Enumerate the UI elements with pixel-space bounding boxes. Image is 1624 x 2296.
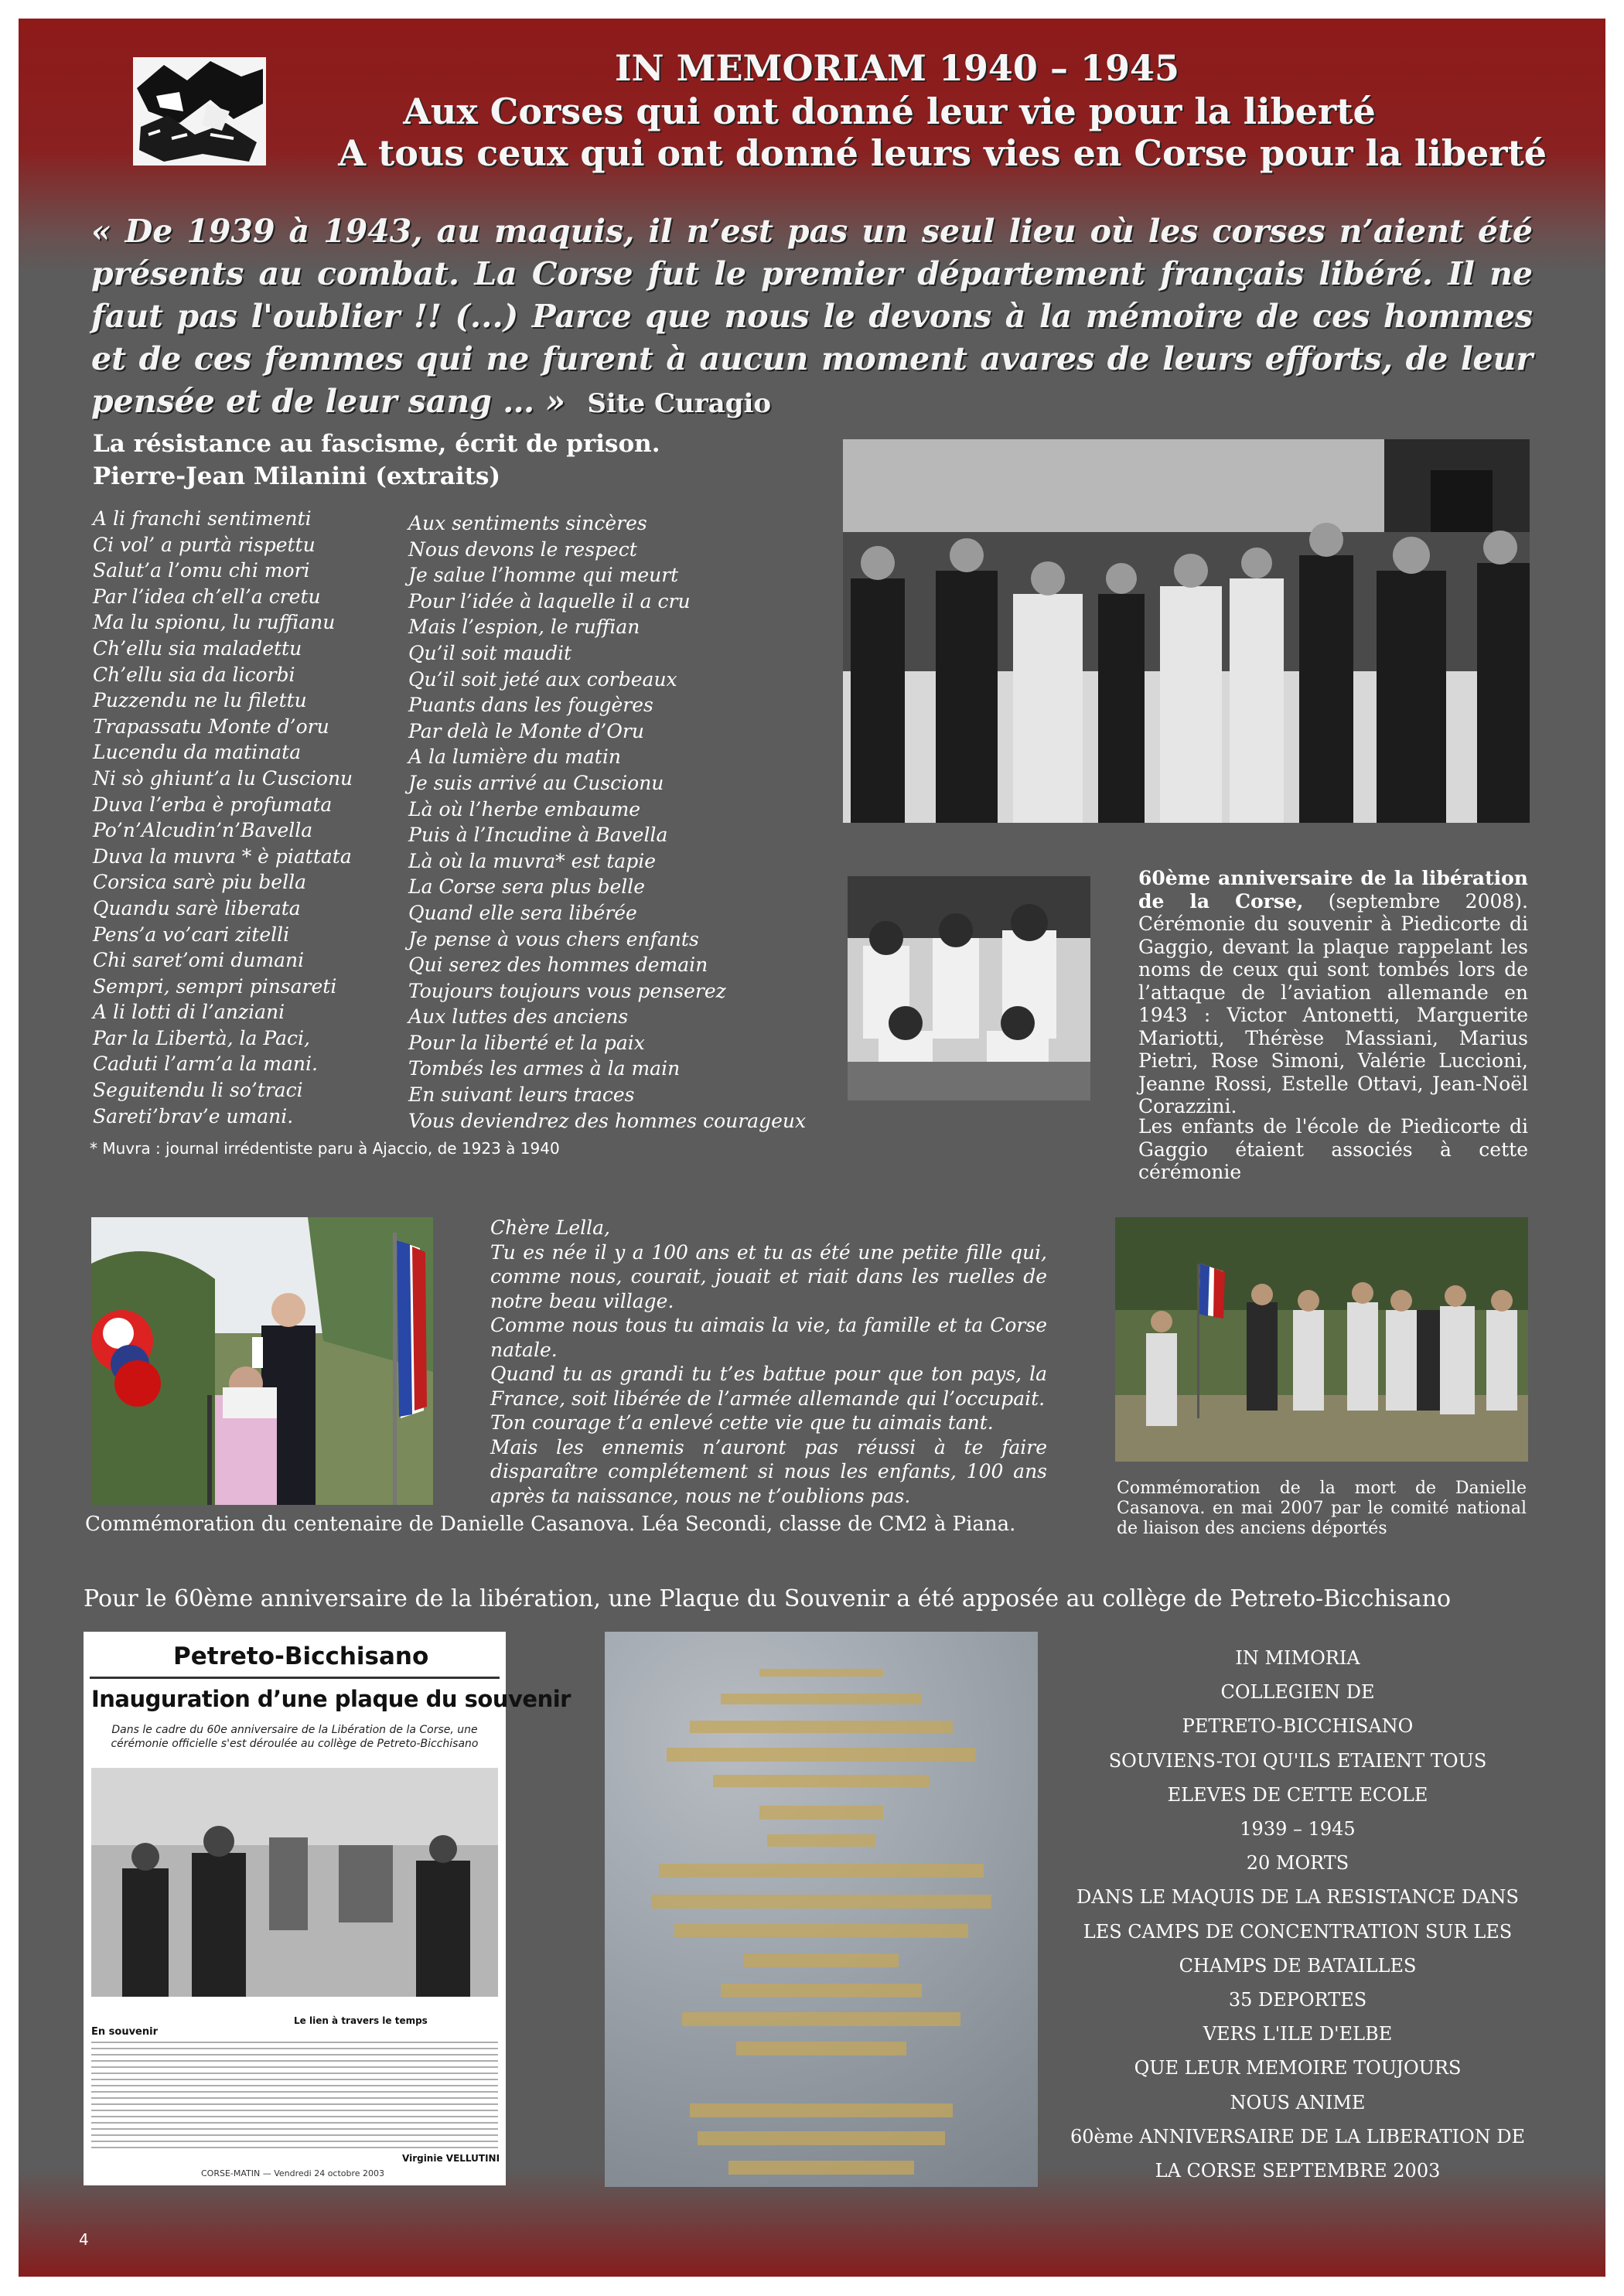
marble-plaque-photo [605,1632,1038,2187]
poem-french-line: Vous deviendrez des hommes courageux [408,1109,807,1132]
newspaper-lede: Dans le cadre du 60e anniversaire de la Libération de la Corse, une cérémonie officielle s'est déroulée au collège de Petreto-Bicchisano [111,1724,479,1750]
poem-french-line: Là où l’herbe embaume [408,797,641,820]
poem-french-line: Aux sentiments sincères [408,512,647,534]
letter-line: Mais les ennemis n’auront pas réussi à te faire disparaître complétement si nous les enfants, 100 ans après ta naissance, nous ne t’oublions pas. [490,1435,1047,1507]
letter-line: Quand tu as grandi tu t’es battue pour que ton pays, la France, soit libérée de l’armée allemande qui l’occupait. [490,1363,1047,1410]
plaque-line: PETRETO-BICCHISANO [1182,1715,1414,1738]
letter-line: Comme nous tous tu aimais la vie, ta famille et ta Corse natale. [490,1314,1047,1361]
poem-corsican-line: Ch’ellu sia da licorbi [93,663,295,686]
newspaper-photo [91,1768,498,1997]
poem-french-line: Pour la liberté et la paix [408,1031,645,1054]
poem-heading: La résistance au fascisme, écrit de prison. [93,430,660,458]
letter-line: Chère Lella, [490,1216,610,1239]
poem-corsican-line: Caduti l’arm’a la mani. [93,1052,318,1076]
newspaper-author: Virginie VELLUTINI [402,2153,500,2164]
newspaper-subsection: Le lien à travers le temps [294,2015,428,2026]
letter-line: Tu es née il y a 100 ans et tu as été une petite fille qui, comme nous, courait, jouait et riait dans les ruelles de notre beau village. [490,1240,1047,1312]
poem-author: Pierre-Jean Milanini (extraits) [93,462,501,490]
plaque-line: IN MIMORIA [1235,1647,1360,1669]
poem-corsican-line: Lucendu da matinata [93,741,302,764]
poem-french-line: Mais l’espion, le ruffian [408,616,640,639]
poem-french-line: Quand elle sera libérée [408,901,637,924]
children-photo [848,876,1090,1100]
anniversary-caption-bold: 60ème anniversaire de la libération de la Corse, [1138,867,1528,913]
plaque-line: CHAMPS DE BATAILLES [1179,1954,1417,1977]
poem-corsican-line: Seguitendu li so’traci [93,1079,303,1102]
plaque-line: DANS LE MAQUIS DE LA RESISTANCE DANS [1076,1886,1519,1909]
plaque-intro: Pour le 60ème anniversaire de la libération, une Plaque du Souvenir a été apposée au collège de Petreto-Bicchisano [84,1585,1452,1612]
plaque-line: QUE LEUR MEMOIRE TOUJOURS [1134,2057,1462,2079]
poem-french-line: En suivant leurs traces [408,1083,635,1107]
poem-corsican-line: Pens’a vo’cari zitelli [93,923,290,946]
plaque-line: LES CAMPS DE CONCENTRATION SUR LES [1083,1920,1513,1943]
plaque-transcription [1066,1641,1530,2188]
centenary-photo [91,1217,433,1505]
poem-french-line: Puis à l’Incudine à Bavella [408,824,668,847]
poem-corsican-line: Salut’a l’omu chi mori [93,559,310,582]
poem-french-line: Qu’il soit maudit [408,641,572,664]
poem-french-line: Là où la muvra* est tapie [408,849,656,872]
poem-corsican-line: Corsica sarè piu bella [93,871,306,894]
poem-corsican-line: Puzzendu ne lu filettu [93,689,307,712]
centenary-caption: Commémoration du centenaire de Danielle Casanova. Léa Secondi, classe de CM2 à Piana. [85,1513,1016,1536]
intro-quote [91,210,1533,425]
poem-corsican-line: Ci vol’ a purtà rispettu [93,533,316,556]
letter-to-lella [490,1216,1047,1508]
poem-corsican-column [93,506,402,1129]
poem-french-line: La Corse sera plus belle [408,875,646,899]
poem-french-line: Qu’il soit jeté aux corbeaux [408,667,677,691]
plaque-line: 1939 – 1945 [1240,1818,1356,1841]
poem-french-line: Aux luttes des anciens [408,1005,629,1029]
newspaper-headline: Inauguration d’une plaque du souvenir [91,1686,571,1712]
poem-corsican-line: Ni sò ghiunt’a lu Cuscionu [93,766,353,790]
plaque-line: 60ème ANNIVERSAIRE DE LA LIBERATION DE [1070,2125,1526,2148]
poem-corsican-line: Duva l’erba è profumata [93,793,333,816]
ceremony-crowd-photo [843,439,1530,823]
anniversary-caption-text: (septembre 2008). Cérémonie du souvenir à Piedicorte di Gaggio, devant la plaque rappelant les noms de ceux qui sont tombés lors de l’attaque de l’aviation allemande en 1943 : Victor Antonetti, Marguerite Mariotti, Thérèse Massiani, Marius Pietri, Rose Simoni, Valérie Luccioni, Jeanne Rossi, Estelle Ottavi, Jean-Noël Corazzini. [1138,889,1528,1117]
plaque-line: SOUVIENS-TOI QU'ILS ETAIENT TOUS [1108,1749,1487,1772]
poem-corsican-line: Duva la muvra * è piattata [93,844,352,868]
poem-french-line: Puants dans les fougères [408,694,653,717]
plaque-line: NOUS ANIME [1230,2091,1366,2113]
poem-footnote: * Muvra : journal irrédentiste paru à Ajaccio, de 1923 à 1940 [90,1139,560,1158]
plaque-line: VERS L'ILE D'ELBE [1203,2023,1393,2045]
plaque-line: COLLEGIEN DE [1220,1681,1375,1704]
plaque-line: 20 MORTS [1246,1852,1349,1875]
newspaper-body-text [91,2042,498,2150]
page-number: 4 [79,2230,89,2249]
poem-corsican-line: Po’n’Alcudin’n’Bavella [93,819,313,842]
poem-corsican-line: Sareti’brav’e umani. [93,1104,294,1128]
poem-french-line: A la lumière du matin [408,745,621,769]
poem-corsican-line: Ch’ellu sia maladettu [93,636,302,660]
poem-corsican-line: Trapassatu Monte d’oru [93,715,329,738]
plaque-line: ELEVES DE CETTE ECOLE [1167,1783,1428,1806]
header-subtitle-2: A tous ceux qui ont donné leurs vies en Corse pour la liberté [338,132,1547,174]
poem-corsican-line: Chi saret’omi dumani [93,949,305,972]
poem-french-line: Je salue l’homme qui meurt [408,564,679,587]
plaque-line: LA CORSE SEPTEMBRE 2003 [1155,2160,1441,2182]
header-title: IN MEMORIAM 1940 – 1945 [614,47,1179,89]
poem-corsican-line: A li lotti di l’anziani [93,1001,285,1024]
poem-french-line: Je suis arrivé au Cuscionu [408,771,664,794]
anniversary-caption [1138,867,1528,1118]
poem-french-column [408,510,810,1134]
poem-corsican-line: Sempri, sempri pinsareti [93,974,337,998]
poem-corsican-line: Par la Libertà, la Paci, [93,1026,310,1049]
casanova-commemoration-caption: Commémoration de la mort de Danielle Casanova. en mai 2007 par le comité national de liaison des anciens déportés [1117,1479,1527,1538]
letter-line: Ton courage t’a enlevé cette vie que tu aimais tant. [490,1411,994,1434]
poem-french-line: Je pense à vous chers enfants [408,927,699,950]
newspaper-rule [90,1677,500,1679]
poem-french-line: Toujours toujours vous penserez [408,979,726,1002]
poem-corsican-line: Par l’idea ch’ell’a cretu [93,585,321,608]
poem-french-line: Nous devons le respect [408,537,637,561]
poem-french-line: Qui serez des hommes demain [408,954,708,977]
header-subtitle-1: Aux Corses qui ont donné leur vie pour la liberté [403,90,1376,132]
anniversary-children-caption: Les enfants de l'école de Piedicorte di Gaggio étaient associés à cette cérémonie [1138,1115,1528,1183]
poem-corsican-line: Ma lu spionu, lu ruffianu [93,611,336,634]
plaque-line: 35 DEPORTES [1228,1989,1367,2011]
casanova-commemoration-photo [1115,1217,1528,1462]
newspaper-footer: CORSE-MATIN — Vendredi 24 octobre 2003 [201,2168,385,2178]
newspaper-town: Petreto-Bicchisano [173,1643,429,1670]
poem-french-line: Par delà le Monte d’Oru [408,719,644,742]
poem-corsican-line: A li franchi sentimenti [93,507,312,530]
newspaper-section: En souvenir [91,2026,158,2038]
quote-text: « De 1939 à 1943, au maquis, il n’est pas un seul lieu où les corses n’aient été présents au combat. La Corse fut le premier département français libéré. Il ne faut pas l'oublier !! (...) Parce que nous le devons à la mémoire de ces hommes et de ces femmes qui ne furent à aucun moment avares de leurs efforts, de leur pensée et de leur sang … » [91,213,1533,420]
poem-corsican-line: Quandu sarè liberata [93,896,301,919]
poem-french-line: Tombés les armes à la main [408,1057,681,1080]
newspaper-clipping [84,1632,571,2185]
poem-french-line: Pour l’idée à laquelle il a cru [408,589,691,612]
quote-source: Site Curagio [587,388,772,419]
